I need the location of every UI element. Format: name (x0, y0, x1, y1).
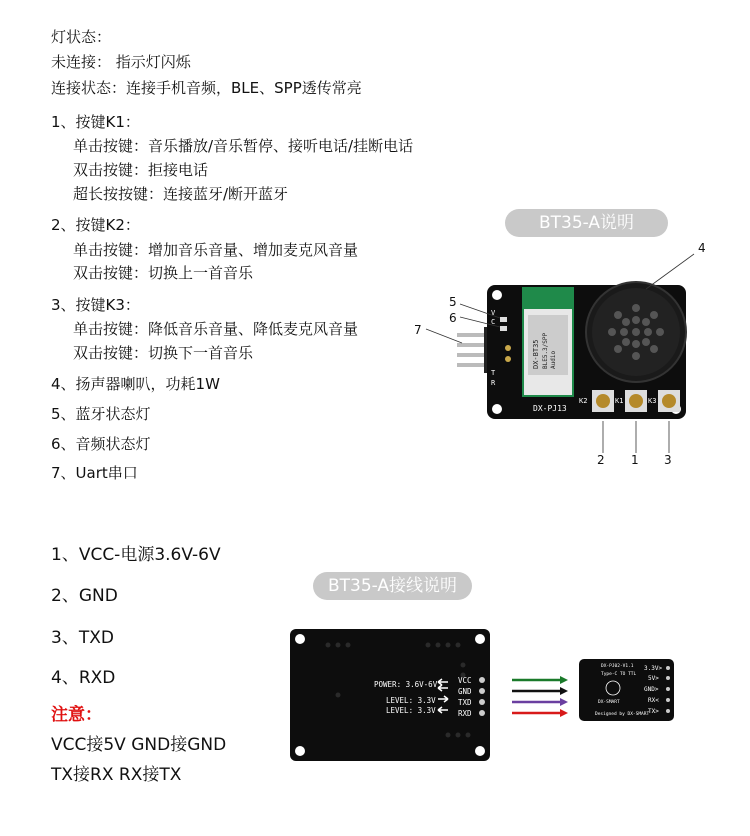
adapter-pin-tx: TX> (648, 708, 659, 715)
pin-gnd: 2、GND (51, 586, 118, 606)
uart-header-pins (457, 327, 492, 373)
button-k1-label: K1 (615, 397, 624, 405)
pin-letter-r: R (491, 379, 496, 387)
audio-status-led (500, 326, 507, 331)
button-k3 (658, 390, 680, 412)
adapter-sub-label: Type-C TO TTL (601, 672, 637, 677)
callout-4: 4 (698, 241, 706, 255)
module-line-3: Audio (550, 350, 557, 369)
pin-letter-c: C (491, 318, 496, 326)
pin-txd: 3、TXD (51, 628, 114, 648)
adapter-pin-gnd: GND> (644, 686, 659, 693)
pin-label-vcc: VCC (458, 676, 472, 685)
feature-k3-line: 双击按键：切换下一首音乐 (73, 344, 254, 362)
adapter-pin-33v: 3.3V> (644, 665, 663, 672)
wiring-diagram (288, 625, 688, 765)
module-line-2: BLE5.3/SPP (542, 332, 549, 369)
module-line-1: DX-BT35 (532, 339, 540, 369)
feature-k2-title: 2、按键K2： (51, 216, 140, 234)
callout-7: 7 (414, 323, 422, 337)
feature-uart: 7、Uart串口 (51, 464, 138, 482)
silk-level-tx: LEVEL: 3.3V (386, 696, 436, 705)
pin-letter-v: V (491, 309, 496, 317)
silk-level-rx: LEVEL: 3.3V (386, 706, 436, 715)
pin-label-gnd: GND (458, 687, 472, 696)
status-disconnected: 未连接： 指示灯闪烁 (51, 53, 191, 71)
feature-k3-title: 3、按键K3： (51, 296, 140, 314)
feature-k1-title: 1、按键K1： (51, 113, 140, 131)
pin-label-rxd: RXD (458, 709, 472, 718)
pin-rxd: 4、RXD (51, 668, 116, 688)
adapter-pin-5v: 5V> (648, 675, 659, 682)
button-k1 (625, 390, 647, 412)
wires (512, 680, 560, 713)
pin-letter-t: T (491, 369, 496, 377)
pin-label-txd: TXD (458, 698, 472, 707)
silk-power: POWER: 3.6V-6V (374, 680, 438, 689)
note-line-2: TX接RX RX接TX (51, 765, 182, 785)
feature-k1-line: 双击按键：拒接电话 (73, 161, 209, 179)
feature-audio-led: 6、音频状态灯 (51, 435, 151, 453)
status-connected: 连接状态：连接手机音频，BLE、SPP透传常亮 (51, 79, 362, 97)
bt-status-led (500, 317, 507, 322)
speaker (586, 282, 686, 382)
bt35a-board-diagram (400, 235, 730, 475)
adapter-top-label: DX-PJ02-V1.1 (601, 664, 634, 669)
note-heading: 注意： (51, 705, 102, 725)
note-line-1: VCC接5V GND接GND (51, 735, 227, 755)
bt35a-wiring-badge: BT35-A接线说明 (313, 572, 472, 600)
button-k2 (592, 390, 614, 412)
callout-5: 5 (449, 295, 457, 309)
status-heading: 灯状态： (51, 28, 112, 46)
button-k2-label: K2 (579, 397, 588, 405)
bt35a-desc-badge: BT35-A说明 (505, 209, 668, 237)
feature-k2-line: 单击按键：增加音乐音量、增加麦克风音量 (73, 241, 359, 259)
pin-vcc: 1、VCC-电源3.6V-6V (51, 545, 221, 565)
feature-bt-led: 5、蓝牙状态灯 (51, 405, 151, 423)
callout-2: 2 (597, 453, 605, 467)
board-label: DX-PJ13 (533, 404, 567, 413)
button-k3-label: K3 (648, 397, 657, 405)
feature-k3-line: 单击按键：降低音乐音量、降低麦克风音量 (73, 320, 359, 338)
adapter-brand: DX-SMART (598, 700, 620, 705)
feature-k1-line: 单击按键：音乐播放/音乐暂停、接听电话/挂断电话 (73, 137, 414, 155)
callout-6: 6 (449, 311, 457, 325)
feature-speaker: 4、扬声器喇叭，功耗1W (51, 375, 220, 393)
feature-k2-line: 双击按键：切换上一首音乐 (73, 264, 254, 282)
adapter-footer: Designed by DX-SMART (595, 712, 650, 717)
feature-k1-line: 超长按按键：连接蓝牙/断开蓝牙 (73, 185, 289, 203)
callout-1: 1 (631, 453, 639, 467)
adapter-pin-rx: RX< (648, 697, 659, 704)
callout-3: 3 (664, 453, 672, 467)
